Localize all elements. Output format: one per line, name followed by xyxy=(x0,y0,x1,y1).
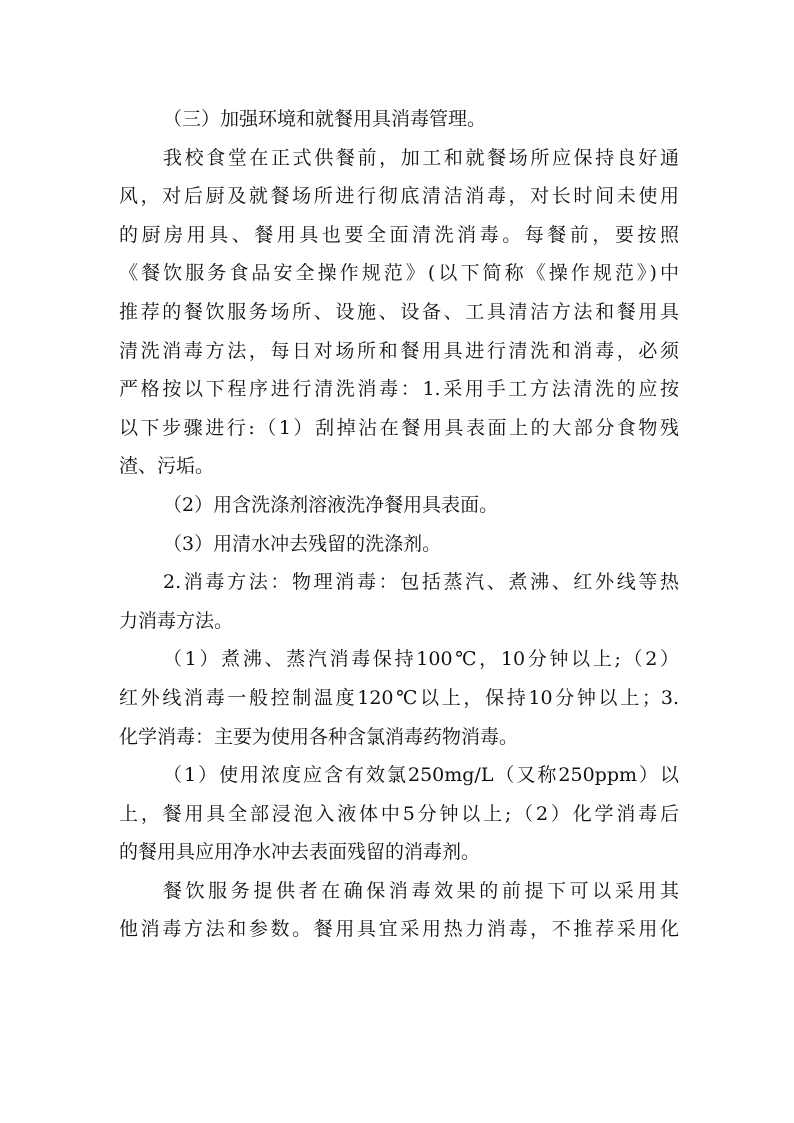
document-body xyxy=(119,100,679,949)
paragraph-line: 他消毒方法和参数。餐用具宜采用热力消毒，不推荐采用化 xyxy=(119,918,679,941)
paragraph-line: 我校食堂在正式供餐前，加工和就餐场所应保持良好通 xyxy=(163,146,679,169)
paragraph-line: 清洗消毒方法，每日对场所和餐用具进行清洗和消毒，必须 xyxy=(119,339,679,362)
paragraph-line: 渣、污垢。 xyxy=(119,455,215,478)
paragraph-line: （1）使用浓度应含有效氯250mg/L（又称250ppm）以 xyxy=(163,764,679,787)
paragraph-line: 推荐的餐饮服务场所、设施、设备、工具清洁方法和餐用具 xyxy=(119,300,679,323)
paragraph-line: 的厨房用具、餐用具也要全面清洗消毒。每餐前，要按照 xyxy=(119,223,679,246)
paragraph-line: （2）用含洗涤剂溶液洗净餐用具表面。 xyxy=(163,493,499,516)
paragraph-line: 餐饮服务提供者在确保消毒效果的前提下可以采用其 xyxy=(163,879,679,902)
paragraph-line: 以下步骤进行:（1）刮掉沾在餐用具表面上的大部分食物残 xyxy=(119,416,679,439)
paragraph-line: （3）用清水冲去残留的洗涤剂。 xyxy=(163,532,442,555)
paragraph-line: 上，餐用具全部浸泡入液体中5分钟以上;（2）化学消毒后 xyxy=(119,802,679,825)
paragraph-line: 《餐饮服务食品安全操作规范》(以下简称《操作规范》)中 xyxy=(119,262,679,285)
section-heading: （三）加强环境和就餐用具消毒管理。 xyxy=(163,108,487,130)
paragraph-line: 2.消毒方法：物理消毒：包括蒸汽、煮沸、红外线等热 xyxy=(163,571,679,594)
paragraph-line: 严格按以下程序进行清洗消毒：1.采用手工方法清洗的应按 xyxy=(119,378,679,401)
paragraph-line: 风，对后厨及就餐场所进行彻底清洁消毒，对长时间未使用 xyxy=(119,185,679,208)
paragraph-line: 力消毒方法。 xyxy=(119,609,234,632)
paragraph-line: 化学消毒：主要为使用各种含氯消毒药物消毒。 xyxy=(119,725,519,748)
paragraph-line: 的餐用具应用净水冲去表面残留的消毒剂。 xyxy=(119,841,481,864)
paragraph-line: （1）煮沸、蒸汽消毒保持100℃，10分钟以上;（2） xyxy=(163,648,679,671)
paragraph-line: 红外线消毒一般控制温度120℃以上，保持10分钟以上；3. xyxy=(119,686,679,709)
